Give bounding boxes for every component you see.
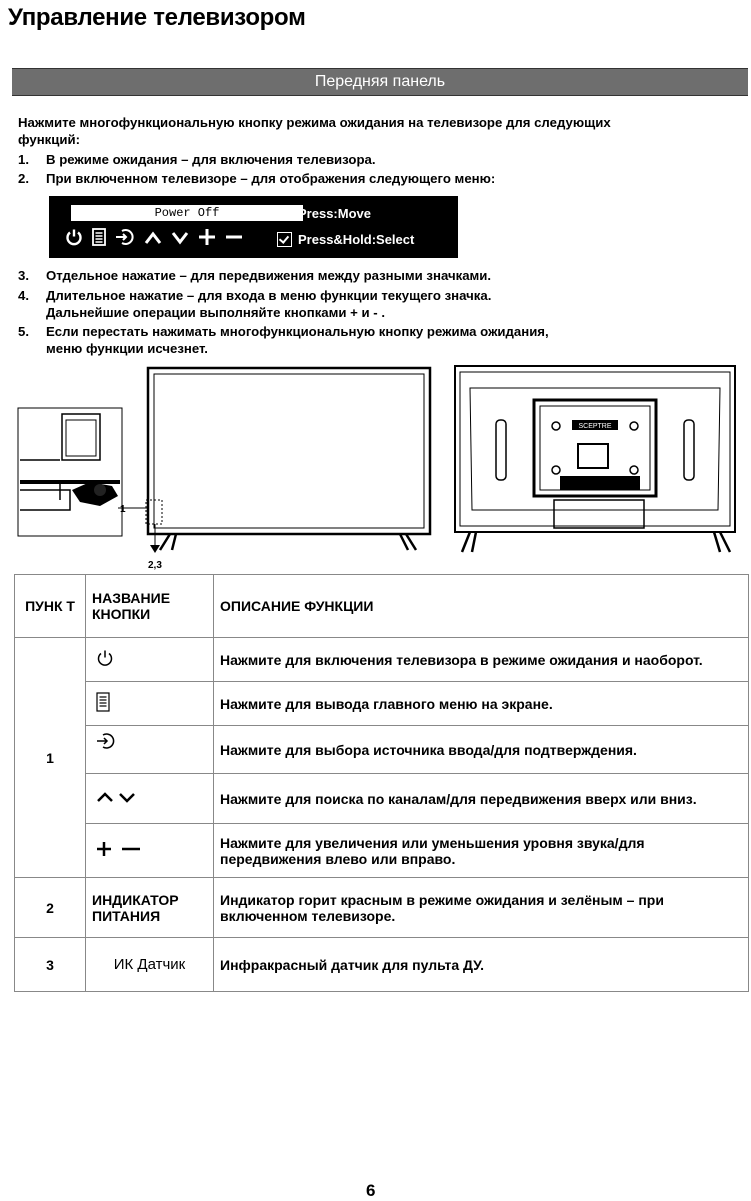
- source-icon: [96, 737, 116, 753]
- row-number: 2: [15, 878, 86, 938]
- step-text: При включенном телевизоре – для отображения следующего меню:: [46, 171, 496, 186]
- step-number: 4.: [18, 288, 29, 303]
- step-number: 5.: [18, 324, 29, 339]
- back-tv: [455, 366, 735, 552]
- power-off-label: Power Off: [71, 205, 303, 221]
- step-text: меню функции исчезнет.: [46, 341, 208, 356]
- table-row: [15, 824, 749, 878]
- press-move-hint: [277, 206, 371, 221]
- source-icon: [115, 228, 135, 251]
- icon-cell: [86, 638, 214, 682]
- up-icon: [144, 229, 162, 250]
- brand-label: SCEPTRE: [578, 423, 612, 430]
- section-bar-label: Передняя панель: [314, 73, 446, 90]
- row-description: Нажмите для поиска по каналам/для передвижения вверх или вниз.: [214, 774, 749, 824]
- up-down-icon: [96, 791, 138, 807]
- table-row: [15, 774, 749, 824]
- icon-cell: [86, 726, 214, 774]
- row-description: Инфракрасный датчик для пульта ДУ.: [214, 938, 749, 992]
- press-move-label: Press:Move: [298, 206, 371, 221]
- row-description: Нажмите для увеличения или уменьшения уровня звука/для передвижения влево или вправо.: [214, 824, 749, 878]
- row-description: Нажмите для включения телевизора в режиме ожидания и наоборот.: [214, 638, 749, 682]
- zoom-inset: [18, 408, 145, 536]
- icon-cell: [86, 824, 214, 878]
- table-row: [15, 638, 749, 682]
- step-2: [18, 170, 658, 187]
- checkbox-icon: [277, 232, 292, 247]
- row-number: 1: [15, 638, 86, 878]
- step-number: 3.: [18, 268, 29, 283]
- callout-1: 1: [120, 504, 126, 515]
- step-1: [18, 151, 658, 168]
- icon-cell: [86, 774, 214, 824]
- row-description: Нажмите для вывода главного меню на экране.: [214, 682, 749, 726]
- row-description: Нажмите для выбора источника ввода/для подтверждения.: [214, 726, 749, 774]
- callout-2-3: 2,3: [148, 560, 162, 571]
- checkbox-icon: [277, 206, 292, 221]
- table-row: [15, 878, 749, 938]
- tv-illustration: [0, 360, 751, 572]
- osd-menu: [49, 196, 458, 258]
- intro-text: Нажмите многофункциональную кнопку режима ожидания на телевизоре для следующих функций:: [18, 115, 611, 147]
- table-header-row: [15, 575, 749, 638]
- power-icon: [96, 654, 114, 670]
- power-icon: [65, 228, 83, 251]
- press-hold-label: Press&Hold:Select: [298, 232, 415, 247]
- header-item: ПУНК Т: [15, 575, 86, 638]
- step-5: [18, 323, 658, 357]
- step-number: 2.: [18, 171, 29, 186]
- function-table: [14, 574, 749, 992]
- page-number: 6: [366, 1181, 376, 1200]
- header-description: ОПИСАНИЕ ФУНКЦИИ: [214, 575, 749, 638]
- row-description: Индикатор горит красным в режиме ожидания и зелёным – при включенном телевизоре.: [214, 878, 749, 938]
- row-button-name: ИК Датчик: [86, 938, 214, 992]
- table-row: [15, 938, 749, 992]
- step-4: [18, 287, 658, 321]
- row-number: 3: [15, 938, 86, 992]
- table-row: [15, 726, 749, 774]
- down-icon: [171, 229, 189, 250]
- step-number: 1.: [18, 152, 29, 167]
- step-text: Длительное нажатие – для входа в меню функции текущего значка.: [46, 288, 492, 303]
- step-3: [18, 267, 658, 284]
- step-text: Если перестать нажимать многофункциональную кнопку режима ожидания,: [46, 324, 549, 339]
- plus-minus-icon: [96, 844, 142, 860]
- step-text: Отдельное нажатие – для передвижения между разными значками.: [46, 268, 492, 283]
- menu-icon: [92, 228, 106, 251]
- menu-icon: [96, 699, 110, 715]
- icon-cell: [86, 682, 214, 726]
- table-row: [15, 682, 749, 726]
- front-tv: [125, 368, 430, 571]
- header-button-name: НАЗВАНИЕ КНОПКИ: [86, 575, 214, 638]
- step-text: В режиме ожидания – для включения телевизора.: [46, 152, 376, 167]
- page-title: Управление телевизором: [8, 4, 306, 31]
- osd-icons: [65, 228, 243, 250]
- press-hold-hint: [277, 232, 414, 247]
- minus-icon: [225, 228, 243, 251]
- row-button-name: ИНДИКАТОР ПИТАНИЯ: [86, 878, 214, 938]
- plus-icon: [198, 228, 216, 251]
- step-text: Дальнейшие операции выполняйте кнопками + и - .: [46, 305, 386, 320]
- section-bar: [12, 68, 748, 96]
